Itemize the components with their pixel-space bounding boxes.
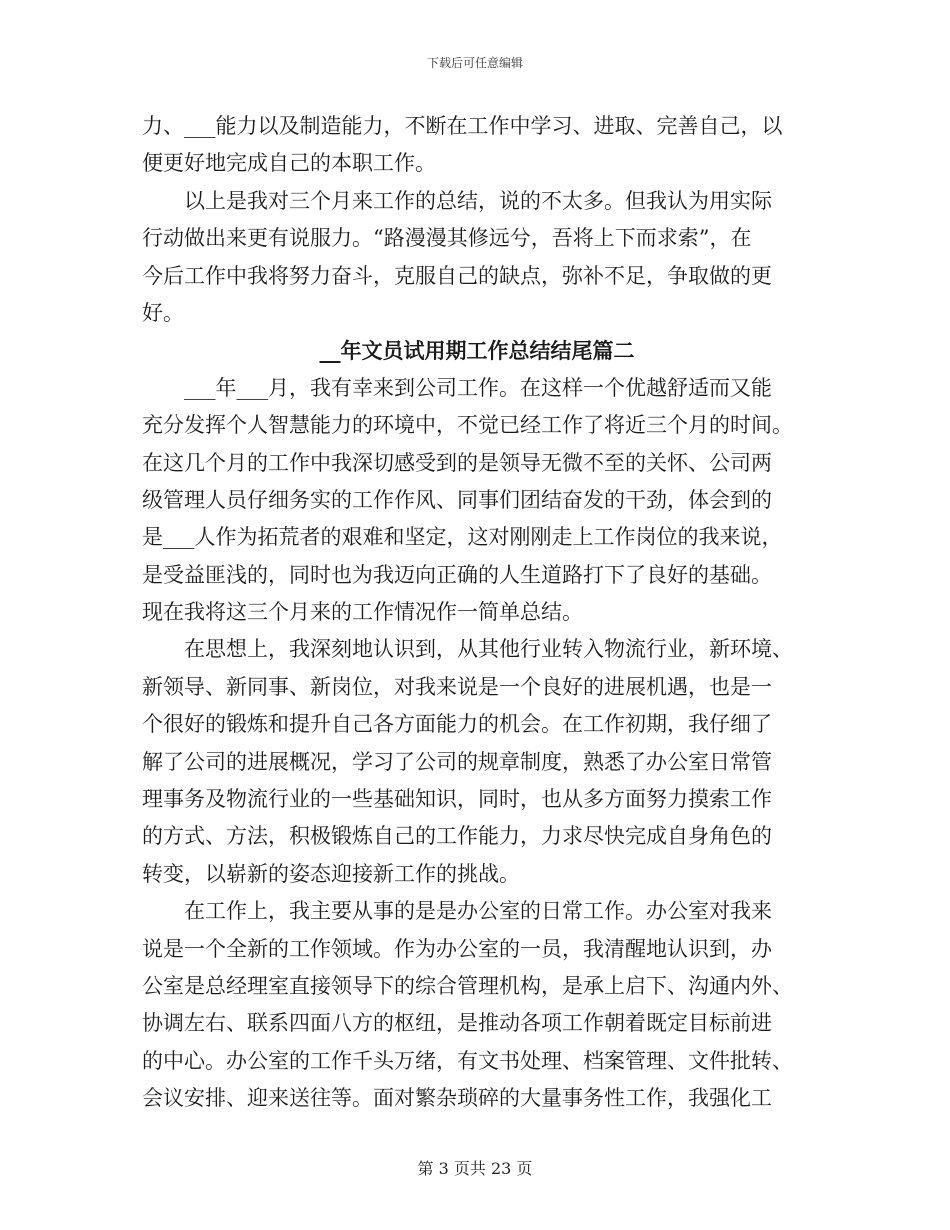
text-line: 新领导、新同事、新岗位，对我来说是一个良好的进展机遇，也是一 <box>142 674 772 699</box>
text-line: 的中心。办公室的工作千头万绪，有文书处理、档案管理、文件批转、 <box>142 1048 793 1073</box>
text-line: 解了公司的进展概况，学习了公司的规章制度，熟悉了办公室日常管 <box>142 749 772 774</box>
text-line: 行动做出来更有说服力。“路漫漫其修远兮，吾将上下而求索”，在 <box>142 226 752 251</box>
text-line: 在这几个月的工作中我深切感受到的是领导无微不至的关怀、公司两 <box>142 450 772 475</box>
paragraph-start-line: 在工作上，我主要从事的是是办公室的日常工作。办公室对我来 <box>184 899 772 924</box>
text-line: 的方式、方法，积极锻炼自己的工作能力，力求尽快完成自身角色的 <box>142 824 772 849</box>
text-line: 理事务及物流行业的一些基础知识，同时，也从多方面努力摸索工作 <box>142 787 772 812</box>
text-line: 充分发挥个人智慧能力的环境中，不觉已经工作了将近三个月的时间。 <box>142 413 793 438</box>
text-line: 是___人作为拓荒者的艰难和坚定，这对刚刚走上工作岗位的我来说， <box>142 525 783 550</box>
text-line: 公室是总经理室直接领导下的综合管理机构，是承上启下、沟通内外、 <box>142 973 793 998</box>
text-line: 转变，以崭新的姿态迎接新工作的挑战。 <box>142 861 520 886</box>
text-line: 说是一个全新的工作领域。作为办公室的一员，我清醒地认识到，办 <box>142 936 772 961</box>
paragraph-start-line: 在思想上，我深刻地认识到，从其他行业转入物流行业，新环境、 <box>184 637 793 662</box>
paragraph-start-line: 以上是我对三个月来工作的总结，说的不太多。但我认为用实际 <box>184 188 772 213</box>
text-line: 级管理人员仔细务实的工作作风、同事们团结奋发的干劲，体会到的 <box>142 487 772 512</box>
text-line: 是受益匪浅的，同时也为我迈向正确的人生道路打下了良好的基础。 <box>142 562 772 587</box>
text-line: 今后工作中我将努力奋斗，克服自己的缺点，弥补不足，争取做的更 <box>142 263 772 288</box>
paragraph-start-line: ___年___月，我有幸来到公司工作。在这样一个优越舒适而又能 <box>184 375 772 400</box>
document-body <box>142 108 812 1118</box>
page-header: 下载后可任意编辑 <box>426 56 523 70</box>
text-line: 会议安排、迎来送往等。面对繁杂琐碎的大量事务性工作，我强化工 <box>142 1086 772 1111</box>
section-heading: __年文员试用期工作总结结尾篇二 <box>319 338 635 364</box>
text-line: 个很好的锻炼和提升自己各方面能力的机会。在工作初期，我仔细了 <box>142 712 772 737</box>
text-line: 好。 <box>142 300 184 325</box>
page-footer: 第 3 页共 23 页 <box>417 1159 533 1178</box>
text-line: 现在我将这三个月来的工作情况作一简单总结。 <box>142 600 583 625</box>
text-line: 力、___能力以及制造能力，不断在工作中学习、进取、完善自己，以 <box>142 114 783 138</box>
text-line: 协调左右、联系四面八方的枢纽，是推动各项工作朝着既定目标前进 <box>142 1011 772 1036</box>
text-line: 便更好地完成自己的本职工作。 <box>142 151 436 176</box>
